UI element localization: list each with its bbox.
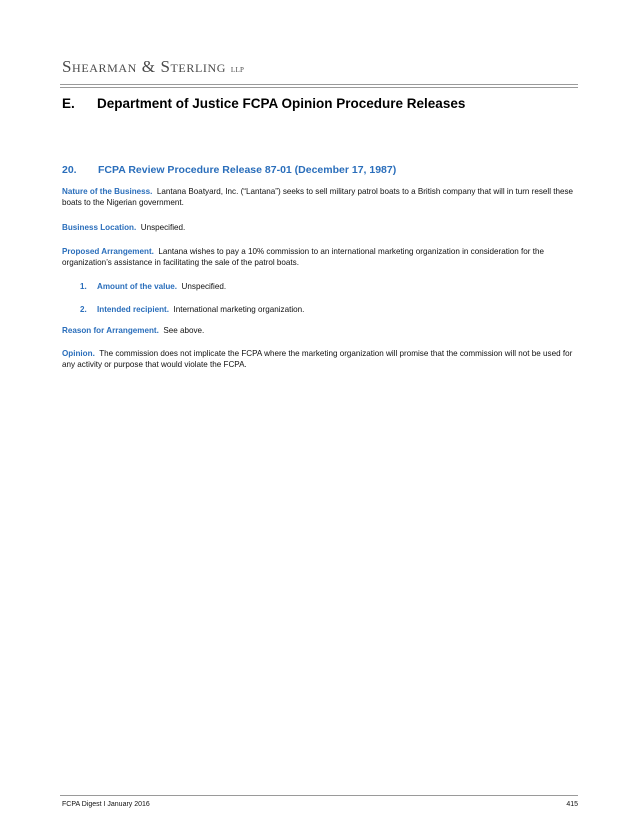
firm-logo-text: Shearman & Sterling — [62, 57, 227, 76]
list-item-number: 2. — [80, 305, 87, 314]
paragraph-lead: Business Location. — [62, 223, 137, 232]
list-item-amount — [80, 281, 226, 292]
list-item-text: Unspecified. — [181, 282, 227, 291]
list-item-text: International marketing organization. — [173, 305, 305, 314]
paragraph-text: Lantana wishes to pay a 10% commission to an international marketing organization in consideration for the organization’s assistance in facilitating the sale of the patrol boats. — [62, 247, 544, 267]
page-number: 415 — [566, 801, 578, 808]
header-divider — [60, 84, 578, 88]
paragraph-lead: Nature of the Business. — [62, 187, 153, 196]
list-item-recipient — [80, 304, 304, 315]
firm-logo-suffix: LLP — [230, 66, 245, 74]
footer-divider — [60, 795, 578, 796]
list-item-number: 1. — [80, 282, 87, 291]
footer-publication: FCPA Digest I January 2016 — [62, 801, 150, 808]
paragraph-lead: Proposed Arrangement. — [62, 247, 154, 256]
section-heading — [62, 96, 465, 111]
section-title: Department of Justice FCPA Opinion Procedure Releases — [97, 96, 466, 111]
paragraph-text: The commission does not implicate the FCPA where the marketing organization will promise that the commission will not be used for any activity or purpose that would violate the FCPA. — [62, 349, 573, 369]
paragraph-text: Lantana Boatyard, Inc. (“Lantana”) seeks to sell military patrol boats to a British company that will in turn resell these boats to the Nigerian government. — [62, 187, 574, 207]
paragraph-proposed-arrangement — [62, 246, 580, 268]
paragraph-lead: Reason for Arrangement. — [62, 326, 159, 335]
list-item-lead: Intended recipient. — [97, 305, 169, 314]
paragraph-text: See above. — [163, 326, 205, 335]
paragraph-reason-for-arrangement — [62, 325, 580, 336]
subsection-heading — [62, 164, 396, 176]
paragraph-opinion — [62, 348, 580, 370]
list-item-lead: Amount of the value. — [97, 282, 178, 291]
firm-logo — [62, 57, 244, 77]
section-number: E. — [62, 96, 75, 111]
paragraph-text: Unspecified. — [140, 223, 186, 232]
subsection-number: 20. — [62, 164, 77, 176]
paragraph-business-location — [62, 222, 580, 233]
paragraph-nature-of-business — [62, 186, 580, 208]
paragraph-lead: Opinion. — [62, 349, 95, 358]
subsection-title: FCPA Review Procedure Release 87-01 (December 17, 1987) — [98, 164, 397, 176]
